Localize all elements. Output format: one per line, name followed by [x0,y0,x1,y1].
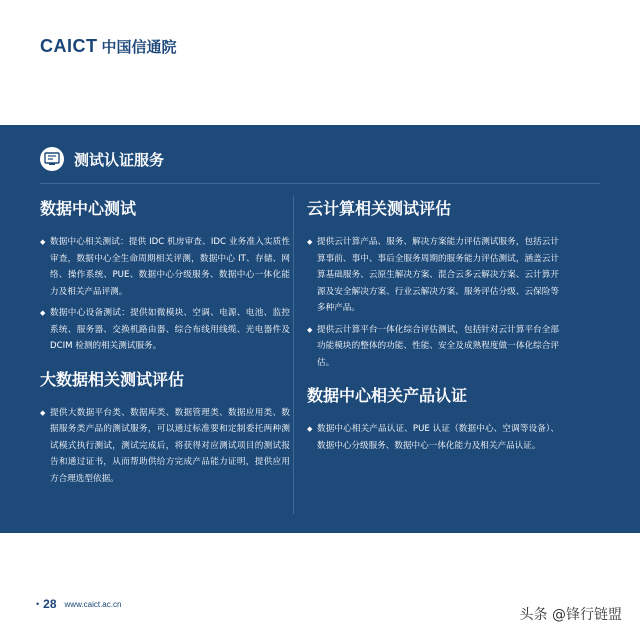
right-column [307,198,559,468]
logo-text-cn: 中国信通院 [101,38,177,56]
block-title: 大数据相关测试评估 [40,369,185,389]
item-text: 数据中心设备测试：提供如微模块、空调、电源、电池、监控系统、服务器、交换机路由器、综合布线用线缆、光电器件及 DCIM 检测的相关测试服务。 [50,308,290,351]
logo-text-en: CAICT [40,36,98,56]
block-cloud-test [307,198,559,371]
block-datacenter-cert [307,385,559,454]
item-text: 数据中心相关产品认证、PUE 认证（数据中心、空调等设备）、数据中心分级服务、数据中心一体化能力及相关产品认证。 [317,424,559,451]
column-divider [293,196,294,514]
list-item [307,322,559,372]
watermark: 头条 @锋行链盟 [519,607,622,623]
item-text: 提供云计算平台一体化综合评估测试，包括针对云计算平台全部功能模块的整体的功能、性能、安全及成熟程度做一体化综合评估。 [317,324,559,368]
list-item [40,305,290,355]
block-title: 云计算相关测试评估 [307,199,452,218]
block-bigdata-test [40,369,290,488]
list-item [40,234,290,300]
list-item [307,234,559,317]
header-divider [40,183,600,184]
block-title: 数据中心相关产品认证 [307,386,468,405]
bullet-icon: ◆ [40,309,46,317]
block-datacenter-test [40,198,290,355]
bullet-icon: ◆ [40,238,46,246]
item-text: 数据中心相关测试：提供 IDC 机房审查、IDC 业务准入实质性审查，数据中心全生命周期相关评测，数据中心 IT、存储、网络、操作系统、PUE、数据中心分级服务、数据中心一体化能力及相关产品评测。 [50,237,290,297]
list-item [307,421,559,454]
left-column [40,198,290,501]
section-title: 测试认证服务 [74,150,165,169]
bullet-icon: ◆ [40,408,46,417]
website-url: www.caict.ac.cn [64,599,122,609]
item-text: 提供大数据平台类、数据库类、数据管理类、数据应用类、数据服务类产品的测试服务，可以通过标准要和定制委托两种测试模式执行测试，测试完成后，将获得对应测试项目的测试报告和通过证书，从而帮助供给方完成产品能力证明，提供应用方合理选型依据。 [50,407,290,484]
caict-logo [40,36,177,57]
footer-bullet: • [36,599,40,609]
bullet-icon: ◆ [307,325,313,334]
bullet-icon: ◆ [307,238,313,246]
page-footer [36,597,121,611]
page-number: 28 [43,597,57,611]
block-title: 数据中心测试 [40,199,137,218]
bullet-icon: ◆ [307,425,313,433]
list-item [40,405,290,488]
item-text: 提供云计算产品、服务、解决方案能力评估测试服务，包括云计算事前、事中、事后全服务周期的服务能力评估测试，涵盖云计算基础服务、云原生解决方案、混合云多云解决方案、云计算开源及安全解决方案、行业云解决方案、服务评估分级、云保险等多种产品。 [317,237,559,313]
certificate-icon [40,147,64,171]
section-header [40,147,164,171]
